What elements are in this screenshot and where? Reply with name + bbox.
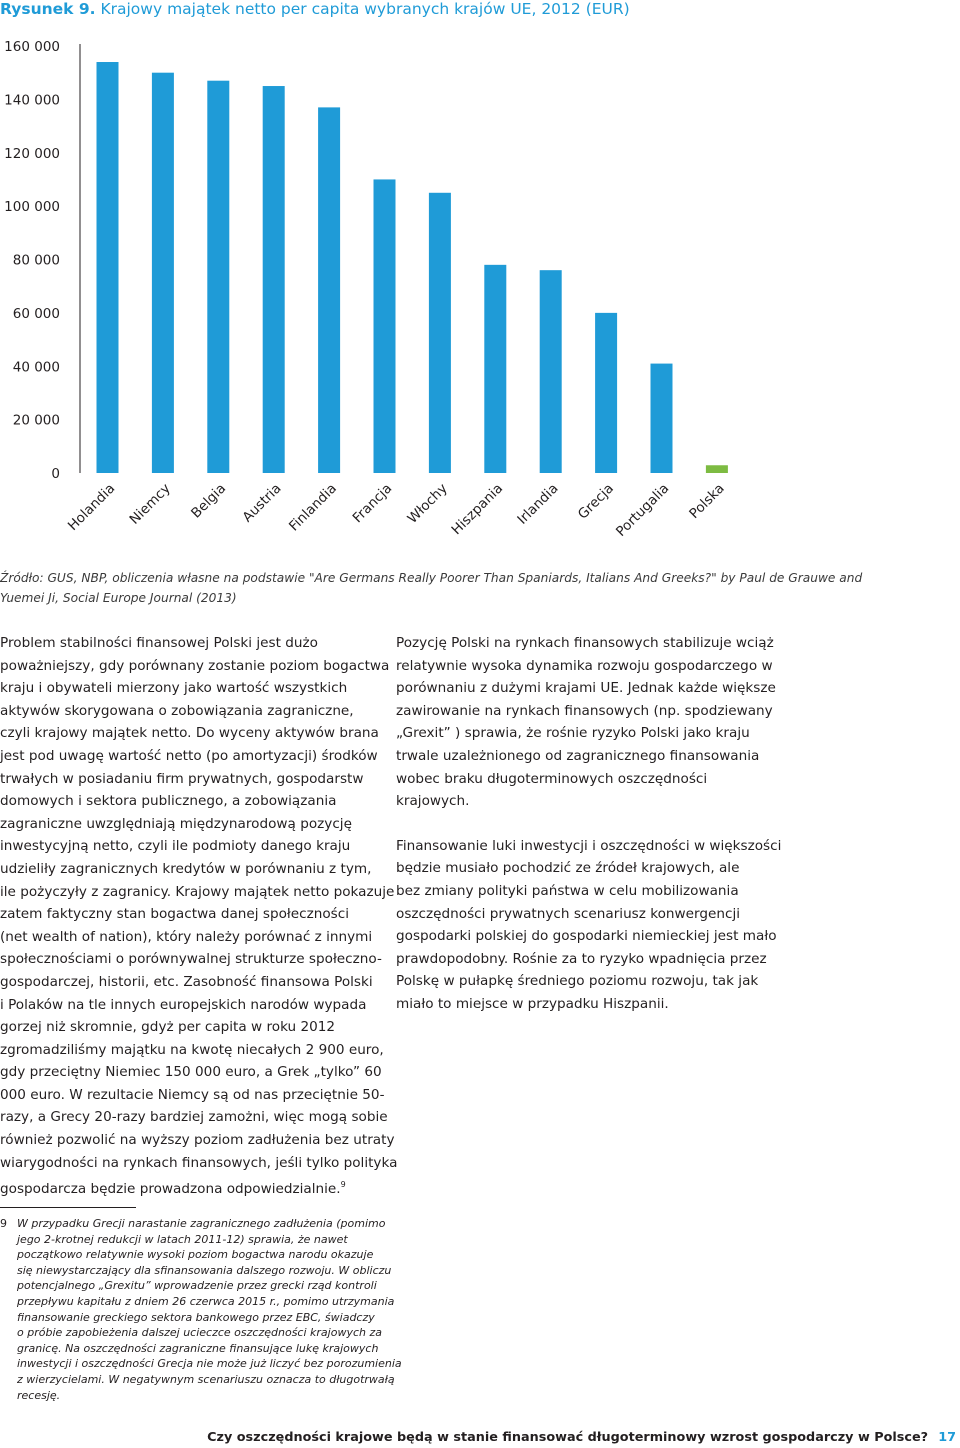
x-tick-label: Hiszpania [448,480,507,539]
right-paragraph-2 [396,835,781,1016]
x-tick-label: Włochy [404,480,451,527]
right-paragraph-2-line: Polskę w pułapkę średniego poziomu rozwoju, tak jak [396,973,759,990]
left-paragraph-line: gospodarcza będzie prowadzona odpowiedzialnie.$^9$ [0,1180,346,1198]
bar-chart [0,30,760,550]
left-paragraph-line: wiarygodności na rynkach finansowych, jeśli tylko polityka [0,1154,398,1171]
left-paragraph-line: gorzej niż skromnie, gdyż per capita w roku 2012 [0,1019,336,1036]
footnote-line: W przypadku Grecji narastanie zagranicznego zadłużenia (pomimo [17,1217,386,1230]
bar-polska [706,465,728,473]
right-paragraph-1-line: wobec braku długoterminowych oszczędności [396,770,708,787]
figure-title-text: Krajowy majątek netto per capita wybranych krajów UE, 2012 (EUR) [100,0,630,18]
bar-hiszpania [484,265,506,473]
y-tick-label: 120 000 [4,145,60,162]
x-tick-label: Irlandia [514,480,562,528]
bar-włochy [429,193,451,473]
footnote-line: przepływu kapitału z dniem 26 czerwca 2015 r., pomimo utrzymania [17,1294,395,1308]
left-paragraph-line: ile pożyczyły z zagranicy. Krajowy majątek netto pokazuje [0,883,395,900]
footnote-text [17,1216,402,1403]
right-paragraph-2-line: bez zmiany polityki państwa w celu mobilizowania [396,882,739,899]
x-tick-label: Polska [686,480,728,522]
right-paragraph-2-line: miało to miejsce w przypadku Hiszpanii. [396,995,669,1012]
left-paragraph-line: zatem faktyczny stan bogactwa danej społeczności [0,906,349,923]
right-paragraph-2-line: prawdopodobny. Rośnie za to ryzyko wpadnięcia przez [396,950,767,967]
y-tick-label: 140 000 [4,92,60,109]
right-paragraph-1-line: trwale uzależnionego od zagranicznego finansowania [396,747,760,764]
left-paragraph-line: gospodarczej, historii, etc. Zasobność finansowa Polski [0,973,373,990]
left-paragraph-line: również pozwolić na wyższy poziom zadłużenia bez utraty [0,1132,395,1149]
footnote-line: potencjalnego „Grexitu” wprowadzenie przez grecki rząd kontroli [17,1279,377,1293]
left-paragraph-line: zagraniczne uwzględniają międzynarodową pozycję [0,815,352,832]
right-paragraph-1-line: „Grexit” ) sprawia, że rośnie ryzyko Polski jako kraju [396,725,750,742]
body-column-right [396,632,781,1016]
left-paragraph-line: inwestycyjną netto, czyli ile podmioty danego kraju [0,838,351,855]
bar-belgia [207,81,229,473]
left-paragraph-line: (net wealth of nation), który należy porównać z innymi [0,928,373,945]
y-tick-label: 160 000 [4,39,60,55]
left-paragraph-line: trwałych w posiadaniu firm prywatnych, gospodarstw [0,770,364,787]
footnote-line: się niewystarczający dla sfinansowania dalszego rozwoju. W obliczu [17,1263,392,1277]
right-paragraph-1 [396,632,781,813]
bar-holandia [97,62,119,473]
chart-xlabels-group [65,481,728,540]
figure-source [0,568,958,608]
y-tick-label: 20 000 [12,412,60,429]
left-paragraph-line: kraju i obywateli mierzony jako wartość wszystkich [0,680,348,697]
left-paragraph-line: gdy przeciętny Niemiec 150 000 euro, a Grek „tylko” 60 [0,1064,382,1081]
left-paragraph-line: udzieliły zagranicznych kredytów w porównaniu z tym, [0,860,372,877]
y-tick-label: 0 [51,466,60,482]
y-tick-label: 100 000 [4,199,60,216]
source-line-1: Źródło: GUS, NBP, obliczenia własne na podstawie "Are Germans Really Poorer Than Spaniards, Italians And Greeks?" by Paul de Grauwe and [0,571,863,585]
source-line-2: Yuemei Ji, Social Europe Journal (2013) [0,591,237,605]
footnote-rule [0,1207,136,1208]
bar-irlandia [540,270,562,473]
footnote-number: 9 [0,1217,7,1230]
footnote-reference: 9 [340,1180,346,1190]
footnote-line: recesję. [17,1388,61,1402]
left-paragraph-line: poważniejszy, gdy porównany zostanie poziom bogactwa [0,657,390,674]
left-paragraph-line: zgromadziliśmy majątku na kwotę niecałych 2 900 euro, [0,1041,384,1058]
left-paragraph-line: razy, a Grecy 20-razy bardziej zamożni, więc mogą sobie [0,1109,388,1126]
left-paragraph-line: czyli krajowy majątek netto. Do wyceny aktywów brana [0,725,379,742]
left-paragraph-line: 000 euro. W rezultacie Niemcy są od nas przeciętnie 50- [0,1086,385,1103]
bar-francja [374,179,396,473]
x-tick-label: Austria [239,480,285,526]
x-tick-label: Belgia [188,480,230,522]
footer-text: Czy oszczędności krajowe będą w stanie finansować długoterminowy wzrost gospodarczy w Polsce? [207,1430,929,1445]
figure-title [0,0,630,18]
left-paragraph-line: aktywów skorygowana o zobowiązania zagraniczne, [0,702,354,719]
x-tick-label: Holandia [64,480,119,534]
y-tick-label: 60 000 [12,305,60,322]
right-paragraph-2-line: Finansowanie luki inwestycji i oszczędności w większości [396,837,782,854]
chart-bars-group [97,62,728,473]
bar-grecja [595,313,617,473]
footnote-line: jego 2-krotnej redukcji w latach 2011-12) sprawia, że nawet [17,1232,348,1246]
left-paragraph-line: społecznościami o porównywalnej strukturze społeczno- [0,951,382,968]
footnote-line: z wierzycielami. W negatywnym scenariuszu oznacza to długotrwałą [17,1372,395,1386]
x-tick-label: Francja [349,480,396,527]
x-tick-label: Finlandia [286,480,340,535]
right-paragraph-2-line: gospodarki polskiej do gospodarki niemieckiej jest mało [396,928,777,945]
bar-finlandia [318,107,340,473]
x-tick-label: Portugalia [612,480,673,540]
chart-axis-group [4,39,80,482]
footnote-line: finansowanie greckiego sektora bankowego przez EBC, świadczy [17,1310,375,1324]
footnote-line: granicę. Na oszczędności zagraniczne finansujące lukę krajowych [17,1341,379,1355]
y-tick-label: 40 000 [12,359,60,376]
right-paragraph-1-line: zawirowanie na rynkach finansowych (np. spodziewany [396,702,773,719]
page-footer [207,1430,956,1445]
right-paragraph-1-line: relatywnie wysoka dynamika rozwoju gospodarczego w [396,657,773,674]
left-paragraph-line: i Polaków na tle innych europejskich narodów wypada [0,996,367,1013]
footnote-line: o próbie zapobieżenia dalszej ucieczce oszczędności krajowych za [17,1326,382,1340]
right-paragraph-1-line: Pozycję Polski na rynkach finansowych stabilizuje wciąż [396,635,774,651]
bar-niemcy [152,73,174,473]
footnote-line: początkowo relatywnie wysoki poziom bogactwa narodu okazuje [17,1248,374,1262]
body-column-left [0,632,397,1201]
right-paragraph-1-line: porównaniu z dużymi krajami UE. Jednak każde większe [396,680,776,697]
y-tick-label: 80 000 [12,252,60,269]
right-paragraph-2-line: oszczędności prywatnych scenariusz konwergencji [396,905,741,922]
bar-austria [263,86,285,473]
right-paragraph-2-line: będzie musiało pochodzić ze źródeł krajowych, ale [396,860,740,877]
footnote-line: inwestycji i oszczędności Grecja nie może już liczyć bez porozumienia [17,1357,402,1371]
x-tick-label: Grecja [574,480,617,523]
left-paragraph-line: domowych i sektora publicznego, a zobowiązania [0,793,337,810]
page-number: 17 [938,1430,956,1445]
figure-label: Rysunek 9. [0,0,96,18]
x-tick-label: Niemcy [126,480,174,528]
right-paragraph-1-line: krajowych. [396,793,470,810]
bar-portugalia [651,364,673,473]
left-paragraph-line: Problem stabilności finansowej Polski jest dużo [0,635,318,651]
left-paragraph-line: jest pod uwagę wartość netto (po amortyzacji) środków [0,747,378,764]
